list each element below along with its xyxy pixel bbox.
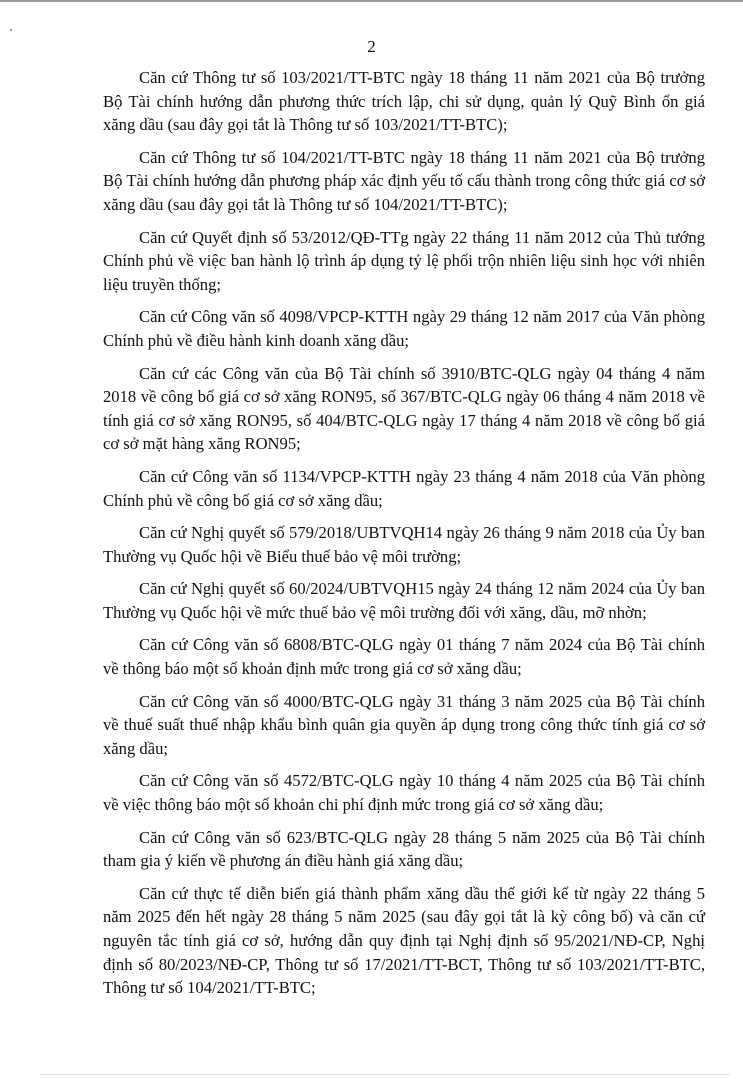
- paragraph-circular-103-2021: Căn cứ Thông tư số 103/2021/TT-BTC ngày 18 tháng 11 năm 2021 của Bộ trưởng Bộ Tài chính hướng dẫn phương thức trích lập, chi sử dụng, quản lý Quỹ Bình ổn giá xăng dầu (sau đây gọi tắt là Thông tư số 103/2021/TT-BTC);: [103, 68, 705, 135]
- paragraph-dispatch-1134: Căn cứ Công văn số 1134/VPCP-KTTH ngày 23 tháng 4 năm 2018 của Văn phòng Chính phủ về công bố giá cơ sở xăng dầu;: [103, 466, 705, 510]
- paragraph-decision-53-2012: Căn cứ Quyết định số 53/2012/QĐ-TTg ngày 22 tháng 11 năm 2012 của Thủ tướng Chính phủ về việc ban hành lộ trình áp dụng tỷ lệ phối trộn nhiên liệu sinh học với nhiên liệu truyền thống;: [103, 227, 705, 294]
- page-number: 2: [367, 37, 376, 56]
- paragraph-dispatch-623: Căn cứ Công văn số 623/BTC-QLG ngày 28 tháng 5 năm 2025 của Bộ Tài chính tham gia ý kiến về phương án điều hành giá xăng dầu;: [103, 827, 705, 871]
- scan-top-edge: [0, 0, 743, 2]
- paragraph-world-price-developments: Căn cứ thực tế diễn biến giá thành phẩm xăng dầu thế giới kể từ ngày 22 tháng 5 năm 2025 đến hết ngày 28 tháng 5 năm 2025 (sau đây gọi tắt là kỳ công bố) và căn cứ nguyên tắc tính giá cơ sở, hướng dẫn quy định tại Nghị định số 95/2021/NĐ-CP, Nghị định số 80/2023/NĐ-CP, Thông tư số 17/2021/TT-BCT, Thông tư số 103/2021/TT-BTC, Thông tư số 104/2021/TT-BTC;: [103, 883, 705, 998]
- document-body: [103, 66, 705, 1009]
- paragraph-dispatch-4098: Căn cứ Công văn số 4098/VPCP-KTTH ngày 29 tháng 12 năm 2017 của Văn phòng Chính phủ về điều hành kinh doanh xăng dầu;: [103, 307, 705, 350]
- scan-speck: [10, 29, 12, 31]
- paragraph-dispatch-6808: Căn cứ Công văn số 6808/BTC-QLG ngày 01 tháng 7 năm 2024 của Bộ Tài chính về thông báo một số khoản định mức trong giá cơ sở xăng dầu;: [103, 635, 705, 679]
- paragraph-circular-104-2021: Căn cứ Thông tư số 104/2021/TT-BTC ngày 18 tháng 11 năm 2021 của Bộ trưởng Bộ Tài chính hướng dẫn phương pháp xác định yếu tố cấu thành trong công thức giá cơ sở xăng dầu (sau đây gọi tắt là Thông tư số 104/2021/TT-BTC);: [103, 147, 705, 214]
- paragraph-resolution-60-2024: Căn cứ Nghị quyết số 60/2024/UBTVQH15 ngày 24 tháng 12 năm 2024 của Ủy ban Thường vụ Quốc hội về mức thuế bảo vệ môi trường đối với xăng, dầu, mỡ nhờn;: [103, 579, 705, 622]
- paragraph-resolution-579-2018: Căn cứ Nghị quyết số 579/2018/UBTVQH14 ngày 26 tháng 9 năm 2018 của Ủy ban Thường vụ Quốc hội về Biểu thuế bảo vệ môi trường;: [103, 523, 705, 566]
- scan-bottom-edge: [40, 1074, 730, 1075]
- paragraph-dispatch-4572: Căn cứ Công văn số 4572/BTC-QLG ngày 10 tháng 4 năm 2025 của Bộ Tài chính về việc thông báo một số khoản chi phí định mức trong giá cơ sở xăng dầu;: [103, 771, 705, 815]
- paragraph-dispatch-4000: Căn cứ Công văn số 4000/BTC-QLG ngày 31 tháng 3 năm 2025 của Bộ Tài chính về thuế suất thuế nhập khẩu bình quân gia quyền áp dụng trong công thức tính giá cơ sở xăng dầu;: [103, 691, 705, 758]
- paragraph-dispatches-ministry-of-finance: Căn cứ các Công văn của Bộ Tài chính số 3910/BTC-QLG ngày 04 tháng 4 năm 2018 về công bố giá cơ sở xăng RON95, số 367/BTC-QLG ngày 06 tháng 4 năm 2018 về tính giá cơ sở xăng RON95, số 404/BTC-QLG ngày 17 tháng 4 năm 2018 về công bố giá cơ sở mặt hàng xăng RON95;: [103, 363, 705, 454]
